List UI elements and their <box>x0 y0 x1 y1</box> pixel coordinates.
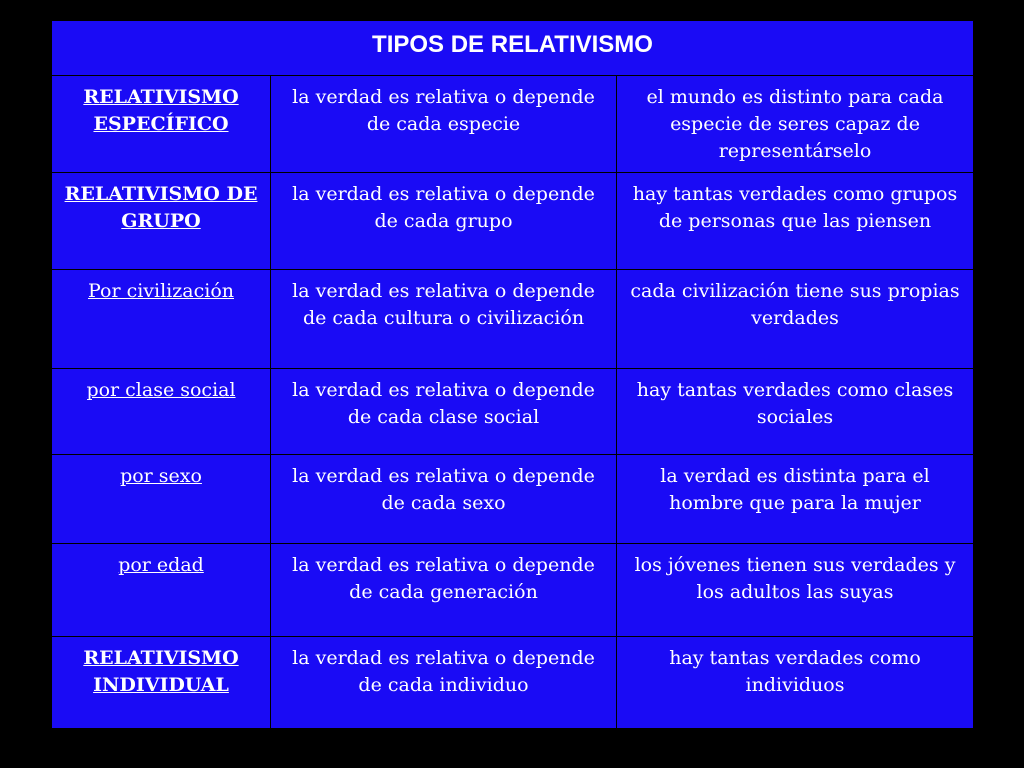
table-row <box>52 455 974 544</box>
table-row <box>52 173 974 270</box>
relativism-table <box>51 20 974 729</box>
row-example: hay tantas verdades como grupos de personas que las piensen <box>617 173 974 270</box>
row-label: por edad <box>52 544 271 637</box>
table-row <box>52 369 974 455</box>
row-label: por sexo <box>52 455 271 544</box>
row-example: hay tantas verdades como clases sociales <box>617 369 974 455</box>
row-label: RELATIVISMO DE GRUPO <box>52 173 271 270</box>
table-title: TIPOS DE RELATIVISMO <box>52 21 974 76</box>
row-label: por clase social <box>52 369 271 455</box>
row-definition: la verdad es relativa o depende de cada grupo <box>271 173 617 270</box>
table-row <box>52 544 974 637</box>
row-example: los jóvenes tienen sus verdades y los adultos las suyas <box>617 544 974 637</box>
row-label: RELATIVISMO ESPECÍFICO <box>52 76 271 173</box>
table-row <box>52 270 974 369</box>
row-label: RELATIVISMO INDIVIDUAL <box>52 637 271 729</box>
row-label: Por civilización <box>52 270 271 369</box>
row-definition: la verdad es relativa o depende de cada individuo <box>271 637 617 729</box>
row-example: el mundo es distinto para cada especie de seres capaz de representárselo <box>617 76 974 173</box>
table-row <box>52 76 974 173</box>
row-definition: la verdad es relativa o depende de cada generación <box>271 544 617 637</box>
row-definition: la verdad es relativa o depende de cada clase social <box>271 369 617 455</box>
row-definition: la verdad es relativa o depende de cada sexo <box>271 455 617 544</box>
row-example: la verdad es distinta para el hombre que para la mujer <box>617 455 974 544</box>
row-example: hay tantas verdades como individuos <box>617 637 974 729</box>
row-example: cada civilización tiene sus propias verdades <box>617 270 974 369</box>
table-row <box>52 637 974 729</box>
row-definition: la verdad es relativa o depende de cada cultura o civilización <box>271 270 617 369</box>
row-definition: la verdad es relativa o depende de cada especie <box>271 76 617 173</box>
